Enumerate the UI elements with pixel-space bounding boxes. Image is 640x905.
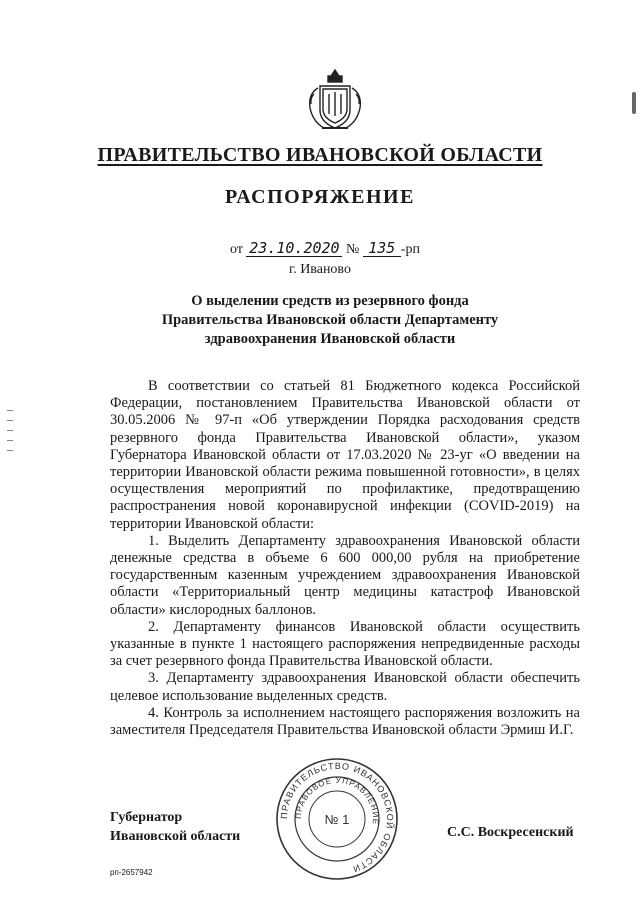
signatory-title-line: Губернатор xyxy=(110,810,183,825)
date-number-line xyxy=(230,241,420,258)
subject-line: Правительства Ивановской области Департаменту xyxy=(161,312,499,328)
number-suffix: -рп xyxy=(400,242,420,257)
coat-of-arms-emblem-icon xyxy=(298,64,372,138)
item-paragraph-1: 1. Выделить Департаменту здравоохранения Ивановской области денежные средства в объеме 6 600 000,00 рубля на приобретение государственным казенным учреждением здравоохранения Ивановской области «Территориальный центр медицины катастроф Ивановской области» кислородных баллонов. xyxy=(110,532,580,618)
seal-inner-text: ПРАВОВОЕ УПРАВЛЕНИЕ xyxy=(293,775,381,826)
item-paragraph-4: 4. Контроль за исполнением настоящего распоряжения возложить на заместителя Председателя Правительства Ивановской области Эрмиш И.Г. xyxy=(110,704,580,739)
subject-line: здравоохранения Ивановской области xyxy=(204,331,456,347)
signatory-title-line: Ивановской области xyxy=(110,829,241,844)
document-code: рп-2657942 xyxy=(110,868,153,877)
signatory-title xyxy=(110,808,240,846)
number-prefix: № xyxy=(345,242,360,257)
item-paragraph-3: 3. Департаменту здравоохранения Ивановской области обеспечить целевое использование выделенных средств. xyxy=(110,670,580,704)
edge-scan-mark xyxy=(632,92,636,114)
preamble-paragraph: В соответствии со статьей 81 Бюджетного кодекса Российской Федерации, постановлением Правительства Ивановской области от 30.05.2006 № 97-п «Об утверждении Порядка расходования средств резервного фонда Правительства Ивановской области», указом Губернатора Ивановской области от 17.03.2020 № 23-уг «О введении на территории Ивановской области режима повышенной готовности», в целях осуществления мероприятий по профилактике, предотвращению распространения новой коронавирусной инфекции (COVID-2019) на территории Ивановской области: xyxy=(110,378,580,532)
government-title: ПРАВИТЕЛЬСТВО ИВАНОВСКОЙ ОБЛАСТИ xyxy=(97,144,543,166)
handwritten-number: 135 xyxy=(363,241,401,257)
city-line: г. Иваново xyxy=(289,262,351,277)
document-type-heading: РАСПОРЯЖЕНИЕ xyxy=(225,186,415,208)
margin-scan-marks xyxy=(7,410,17,470)
subject-line: О выделении средств из резервного фонда xyxy=(191,293,469,309)
document-body xyxy=(110,378,580,739)
seal-outer-text: ПРАВИТЕЛЬСТВО ИВАНОВСКОЙ ОБЛАСТИ xyxy=(278,760,396,875)
date-prefix: от xyxy=(230,242,243,257)
item-paragraph-2: 2. Департаменту финансов Ивановской области осуществить указанные в пункте 1 настоящего распоряжения непредвиденные расходы за счет резервного фонда Правительства Ивановской области. xyxy=(110,618,580,670)
seal-number: № 1 xyxy=(324,812,350,827)
handwritten-date: 23.10.2020 xyxy=(246,241,342,257)
document-subject xyxy=(140,292,520,349)
official-seal-stamp xyxy=(274,756,400,882)
signatory-name: С.С. Воскресенский xyxy=(447,825,574,840)
